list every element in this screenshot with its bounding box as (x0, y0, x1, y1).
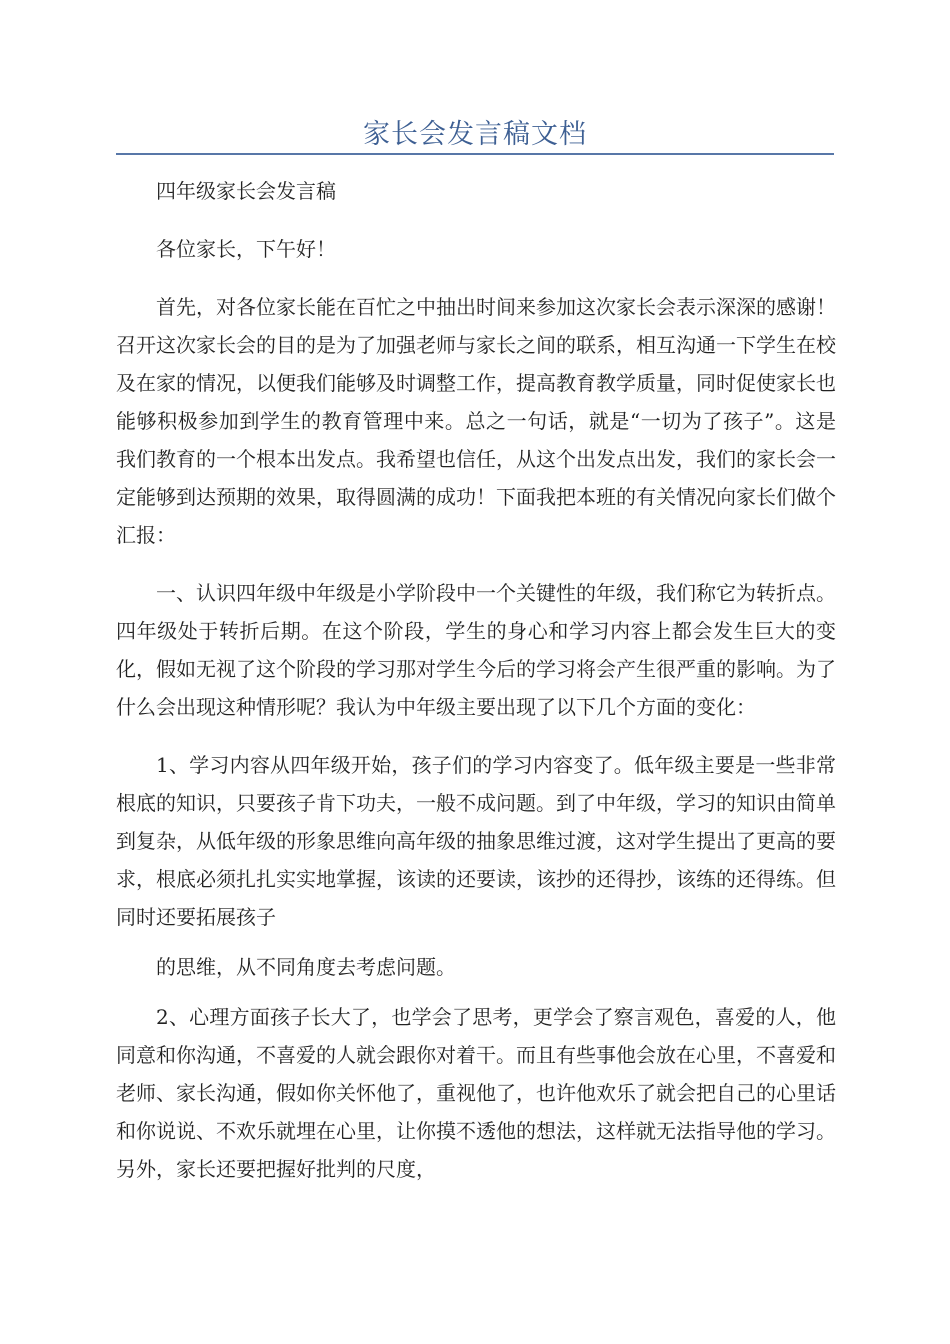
title-underline (116, 153, 834, 155)
section-one-paragraph: 一、认识四年级中年级是小学阶段中一个关键性的年级，我们称它为转折点。四年级处于转折后期。在这个阶段，学生的身心和学习内容上都会发生巨大的变化，假如无视了这个阶段的学习那对学生今后的学习将会产生很严重的影响。为了什么会出现这种情形呢？我认为中年级主要出现了以下几个方面的变化： (116, 581, 836, 719)
document-title: 家长会发言稿文档 (363, 119, 587, 150)
greeting-paragraph: 各位家长，下午好！ (156, 237, 336, 261)
intro-paragraph: 首先，对各位家长能在百忙之中抽出时间来参加这次家长会表示深深的感谢！召开这次家长会的目的是为了加强老师与家长之间的联系，相互沟通一下学生在校及在家的情况，以便我们能够及时调整工作，提高教育教学质量，同时促使家长也能够积极参加到学生的教育管理中来。总之一句话，就是“一切为了孩子”。这是我们教育的一个根本出发点。我希望也信任，从这个出发点出发，我们的家长会一定能够到达预期的效果，取得圆满的成功！下面我把本班的有关情况向家长们做个汇报： (116, 295, 836, 547)
point-one-continuation: 的思维，从不同角度去考虑问题。 (156, 955, 456, 979)
point-two-paragraph: 2、心理方面孩子长大了，也学会了思考，更学会了察言观色，喜爱的人，他同意和你沟通，不喜爱的人就会跟你对着干。而且有些事他会放在心里，不喜爱和老师、家长沟通，假如你关怀他了，重视他了，也许他欢乐了就会把自己的心里话和你说说、不欢乐就埋在心里，让你摸不透他的想法，这样就无法指导他的学习。另外，家长还要把握好批判的尺度， (116, 1005, 836, 1181)
document-body (116, 172, 836, 1208)
speech-heading: 四年级家长会发言稿 (156, 179, 336, 203)
point-one-paragraph: 1、学习内容从四年级开始，孩子们的学习内容变了。低年级主要是一些非常根底的知识，只要孩子肯下功夫，一般不成问题。到了中年级，学习的知识由简单到复杂，从低年级的形象思维向高年级的抽象思维过渡，这对学生提出了更高的要求，根底必须扎扎实实地掌握，该读的还要读，该抄的还得抄，该练的还得练。但同时还要拓展孩子 (116, 753, 836, 929)
